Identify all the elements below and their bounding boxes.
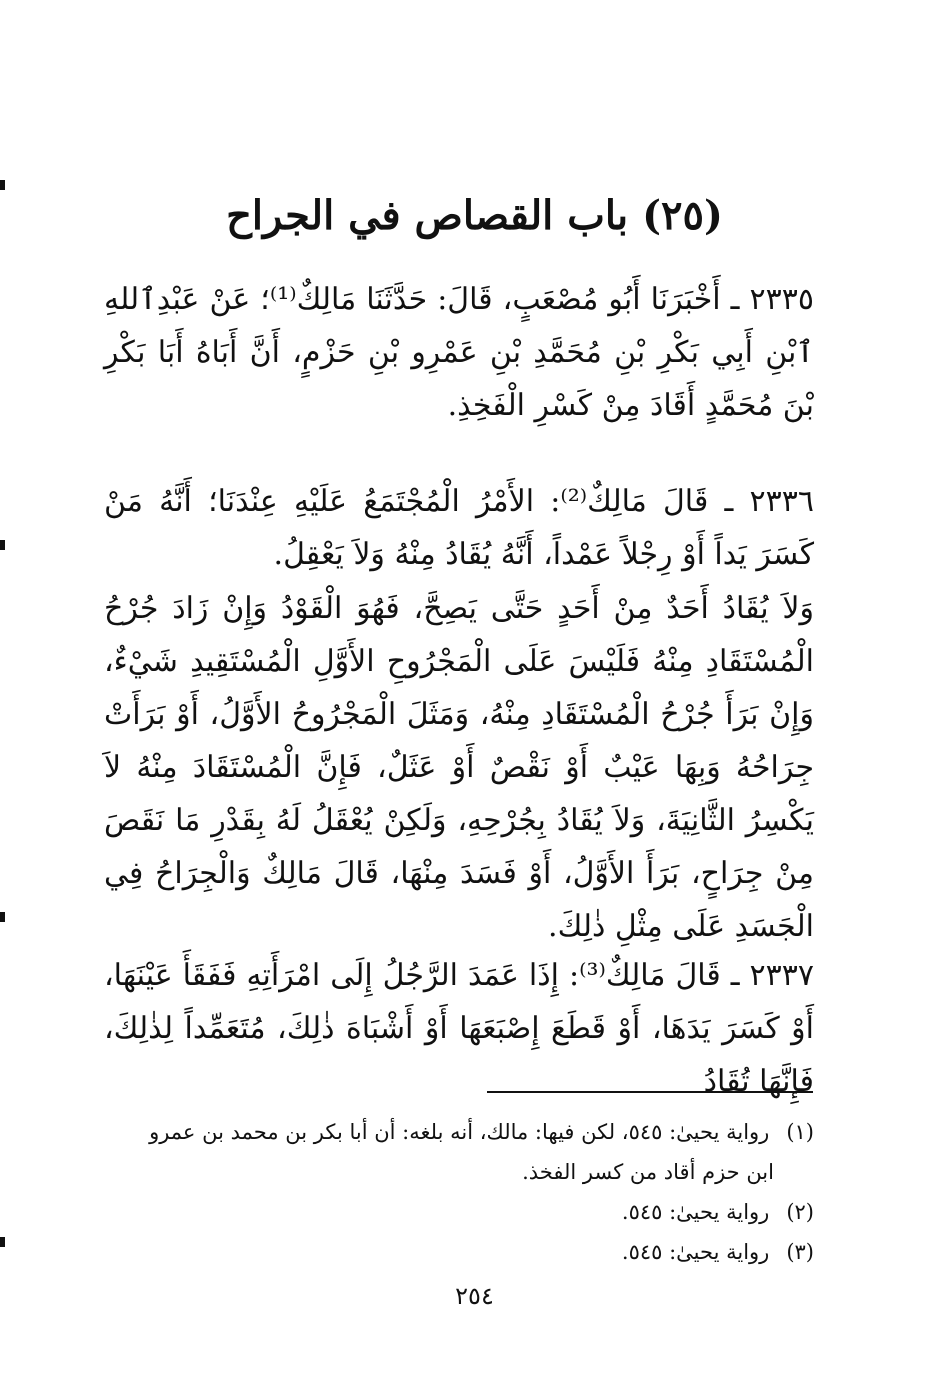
hadith-2336-continuation bbox=[104, 582, 814, 953]
hadith-number: ٢٣٣٧ bbox=[749, 958, 814, 993]
hadith-paragraph: ٢٣٣٧ ـ قَالَ مَالِكٌ⁽³⁾: إِذَا عَمَدَ الرَّجُلُ إِلَى امْرَأَتِهِ فَفَقَأَ عَيْنَهَا، أَوْ كَسَرَ يَدَهَا، أَوْ قَطَعَ إِصْبَعَهَا أَوْ أَشْبَاهَ ذٰلِكَ، مُتَعَمِّداً لِذٰلِكَ، فَإِنَّهَا تُقَادُ bbox=[104, 958, 814, 1099]
scan-edge-mark bbox=[0, 912, 5, 922]
scan-edge-mark bbox=[0, 180, 5, 190]
footnote-text: رواية يحيىٰ: ٥٤٥. bbox=[621, 1240, 770, 1264]
hadith-2335 bbox=[104, 273, 814, 432]
scan-edge-mark bbox=[0, 540, 5, 550]
chapter-title: (٢٥) باب القصاص في الجراح bbox=[226, 192, 723, 239]
footnote-label: (٣) bbox=[786, 1240, 814, 1264]
footnote-2 bbox=[104, 1192, 814, 1232]
footnote-text: رواية يحيىٰ: ٥٤٥، لكن فيها: مالك، أنه بلغه: أن أبا بكر بن محمد بن عمرو bbox=[149, 1120, 770, 1144]
footnotes bbox=[104, 1112, 814, 1272]
scan-edge-mark bbox=[0, 1237, 5, 1247]
hadith-paragraph: وَلاَ يُقَادُ أَحَدٌ مِنْ أَحَدٍ حَتَّى يَصِحَّ، فَهُوَ الْقَوْدُ وَإِنْ زَادَ جُرْحُ الْمُسْتَقَادِ مِنْهُ فَلَيْسَ عَلَى الْمَجْرُوحِ الأَوَّلِ الْمُسْتَقِيدِ شَيْءٌ، وَإِنْ بَرَأَ جُرْحُ الْمُسْتَقَادِ مِنْهُ، وَمَثَلَ الْمَجْرُوحُ الأَوَّلُ، أَوْ بَرَأَتْ جِرَاحُهُ وَبِهَا عَيْبٌ أَوْ نَقْصٌ أَوْ عَثَلٌ، فَإِنَّ الْمُسْتَقَادَ مِنْهُ لاَ يَكْسِرُ الثَّانِيَةَ، وَلاَ يُقَادُ بِجُرْحِهِ، وَلَكِنْ يُعْقَلُ لَهُ بِقَدْرِ مَا نَقَصَ مِنْ جِرَاحٍ، بَرَأَ الأَوَّلُ، أَوْ فَسَدَ مِنْهَا، قَالَ مَالِكٌ وَالْجِرَاحُ فِي الْجَسَدِ عَلَى مِثْلِ ذٰلِكَ. bbox=[104, 591, 814, 944]
hadith-number: ٢٣٣٦ bbox=[749, 484, 814, 519]
footnote-1 bbox=[104, 1112, 814, 1152]
footnote-3 bbox=[104, 1232, 814, 1272]
footnote-label: (١) bbox=[786, 1120, 814, 1144]
footnote-separator bbox=[487, 1091, 813, 1093]
hadith-text: أَخْبَرَنَا أَبُو مُصْعَبٍ، قَالَ: حَدَّثَنَا مَالِكٌ⁽¹⁾؛ عَنْ عَبْدِٱللهِ ٱبْنِ أَبِي بَكْرِ بْنِ مُحَمَّدِ بْنِ عَمْرِو بْنِ حَزْمٍ، أَنَّ أَبَاهُ أَبَا بَكْرِ بْنَ مُحَمَّدٍ أَقَادَ مِنْ كَسْرِ الْفَخِذِ. bbox=[104, 282, 814, 423]
hadith-text: قَالَ مَالِكٌ⁽³⁾: إِذَا عَمَدَ الرَّجُلُ إِلَى امْرَأَتِهِ فَفَقَأَ عَيْنَهَا، أَوْ كَسَرَ يَدَهَا، أَوْ قَطَعَ إِصْبَعَهَا أَوْ أَشْبَاهَ ذٰلِكَ، مُتَعَمِّداً لِذٰلِكَ، فَإِنَّهَا تُقَادُ bbox=[104, 958, 814, 1099]
footnote-text: رواية يحيىٰ: ٥٤٥. bbox=[621, 1200, 770, 1224]
hadith-2336 bbox=[104, 475, 814, 581]
hadith-paragraph: ٢٣٣٥ ـ أَخْبَرَنَا أَبُو مُصْعَبٍ، قَالَ: حَدَّثَنَا مَالِكٌ⁽¹⁾؛ عَنْ عَبْدِٱللهِ ٱبْنِ أَبِي بَكْرِ بْنِ مُحَمَّدِ بْنِ عَمْرِو بْنِ حَزْمٍ، أَنَّ أَبَاهُ أَبَا بَكْرِ بْنَ مُحَمَّدٍ أَقَادَ مِنْ كَسْرِ الْفَخِذِ. bbox=[104, 282, 814, 423]
hadith-text: قَالَ مَالِكٌ⁽²⁾: الأَمْرُ الْمُجْتَمَعُ عَلَيْهِ عِنْدَنَا؛ أَنَّهُ مَنْ كَسَرَ يَداً أَوْ رِجْلاً عَمْداً، أَنَّهُ يُقَادُ مِنْهُ وَلاَ يَعْقِلُ. bbox=[104, 484, 814, 572]
hadith-2337 bbox=[104, 949, 814, 1108]
footnote-1-continuation: ابن حزم أقاد من كسر الفخذ. bbox=[522, 1160, 774, 1184]
page-number: ٢٥٤ bbox=[455, 1282, 494, 1310]
hadith-number: ٢٣٣٥ bbox=[749, 282, 814, 317]
hadith-paragraph: ٢٣٣٦ ـ قَالَ مَالِكٌ⁽²⁾: الأَمْرُ الْمُجْتَمَعُ عَلَيْهِ عِنْدَنَا؛ أَنَّهُ مَنْ كَسَرَ يَداً أَوْ رِجْلاً عَمْداً، أَنَّهُ يُقَادُ مِنْهُ وَلاَ يَعْقِلُ. bbox=[104, 484, 814, 572]
footnote-label: (٢) bbox=[786, 1200, 814, 1224]
